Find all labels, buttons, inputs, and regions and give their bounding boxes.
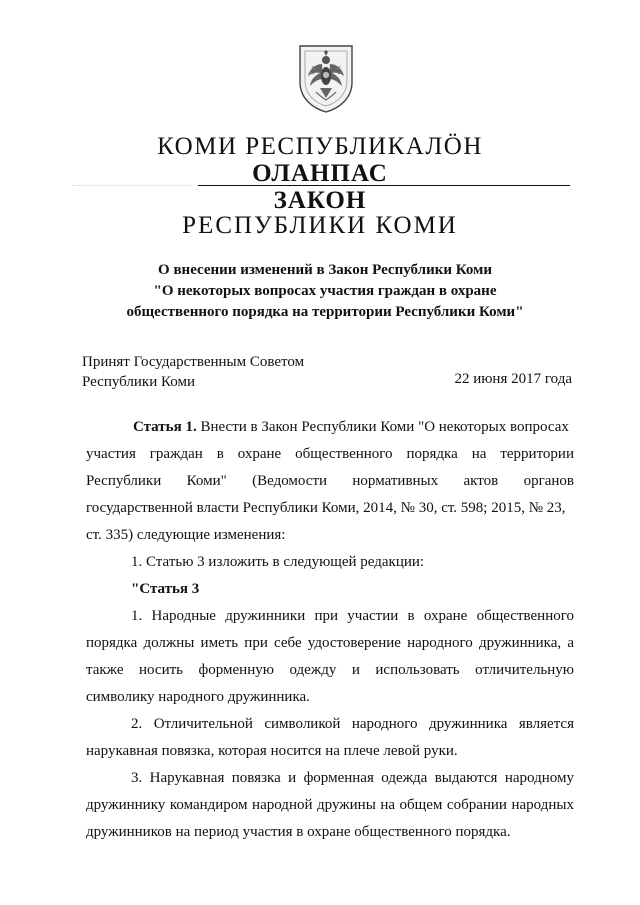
faint-divider	[72, 185, 192, 186]
header-divider	[198, 185, 570, 186]
article1-item1: 1. Статью 3 изложить в следующей редакции:	[131, 554, 425, 570]
law-title	[100, 260, 550, 323]
coat-of-arms-icon	[296, 42, 356, 114]
header-olanpas: ОЛАНПАС	[252, 160, 388, 187]
article3-p1-line: также носить форменную одежду и использовать отличительную	[86, 662, 574, 678]
adoption-authority	[82, 352, 304, 392]
header-zakon: ЗАКОН	[273, 187, 367, 214]
article3-p3-line: 3. Нарукавная повязка и форменная одежда выдаются народному	[131, 770, 574, 786]
law-title-line: "О некоторых вопросах участия граждан в охране	[153, 283, 497, 299]
article1-first-line	[86, 414, 574, 441]
adoption-line: Принят Государственным Советом	[82, 354, 305, 370]
article3-p1-line: порядка должны иметь при себе удостоверение народного дружинника, а	[86, 635, 574, 651]
article3-p3-line: дружиннику командиром народной дружины на общем собрании народных	[86, 797, 574, 813]
header-republic-komi: РЕСПУБЛИКИ КОМИ	[182, 212, 458, 239]
article1-line: участия граждан в охране общественного порядка на территории	[86, 446, 574, 462]
law-body	[86, 414, 574, 846]
article3-p3-line: дружинников на период участия в охране общественного порядка.	[86, 824, 511, 840]
article1-line: Республики Коми" (Ведомости нормативных актов органов	[86, 473, 574, 489]
article1-heading: Статья 1.	[133, 419, 197, 435]
article1-line: ст. 335) следующие изменения:	[86, 527, 286, 543]
adoption-line: Республики Коми	[82, 374, 195, 390]
article3-p1-line: символику народного дружинника.	[86, 689, 310, 705]
law-title-line: общественного порядка на территории Республики Коми"	[126, 304, 524, 320]
article1-line: государственной власти Республики Коми, 2014, № 30, ст. 598; 2015, № 23,	[86, 500, 566, 516]
article3-p2-line: нарукавная повязка, которая носится на плече левой руки.	[86, 743, 458, 759]
header-komi-republic: КОМИ РЕСПУБЛИКАЛÖН	[157, 133, 483, 160]
adoption-date: 22 июня 2017 года	[454, 371, 572, 387]
law-title-line: О внесении изменений в Закон Республики Коми	[158, 262, 492, 278]
article3-p1-line: 1. Народные дружинники при участии в охране общественного	[131, 608, 574, 624]
article1-text: Внести в Закон Республики Коми "О некоторых вопросах	[196, 419, 569, 435]
article3-p2-line: 2. Отличительной символикой народного дружинника является	[131, 716, 574, 732]
article3-heading: "Статья 3	[131, 581, 200, 597]
